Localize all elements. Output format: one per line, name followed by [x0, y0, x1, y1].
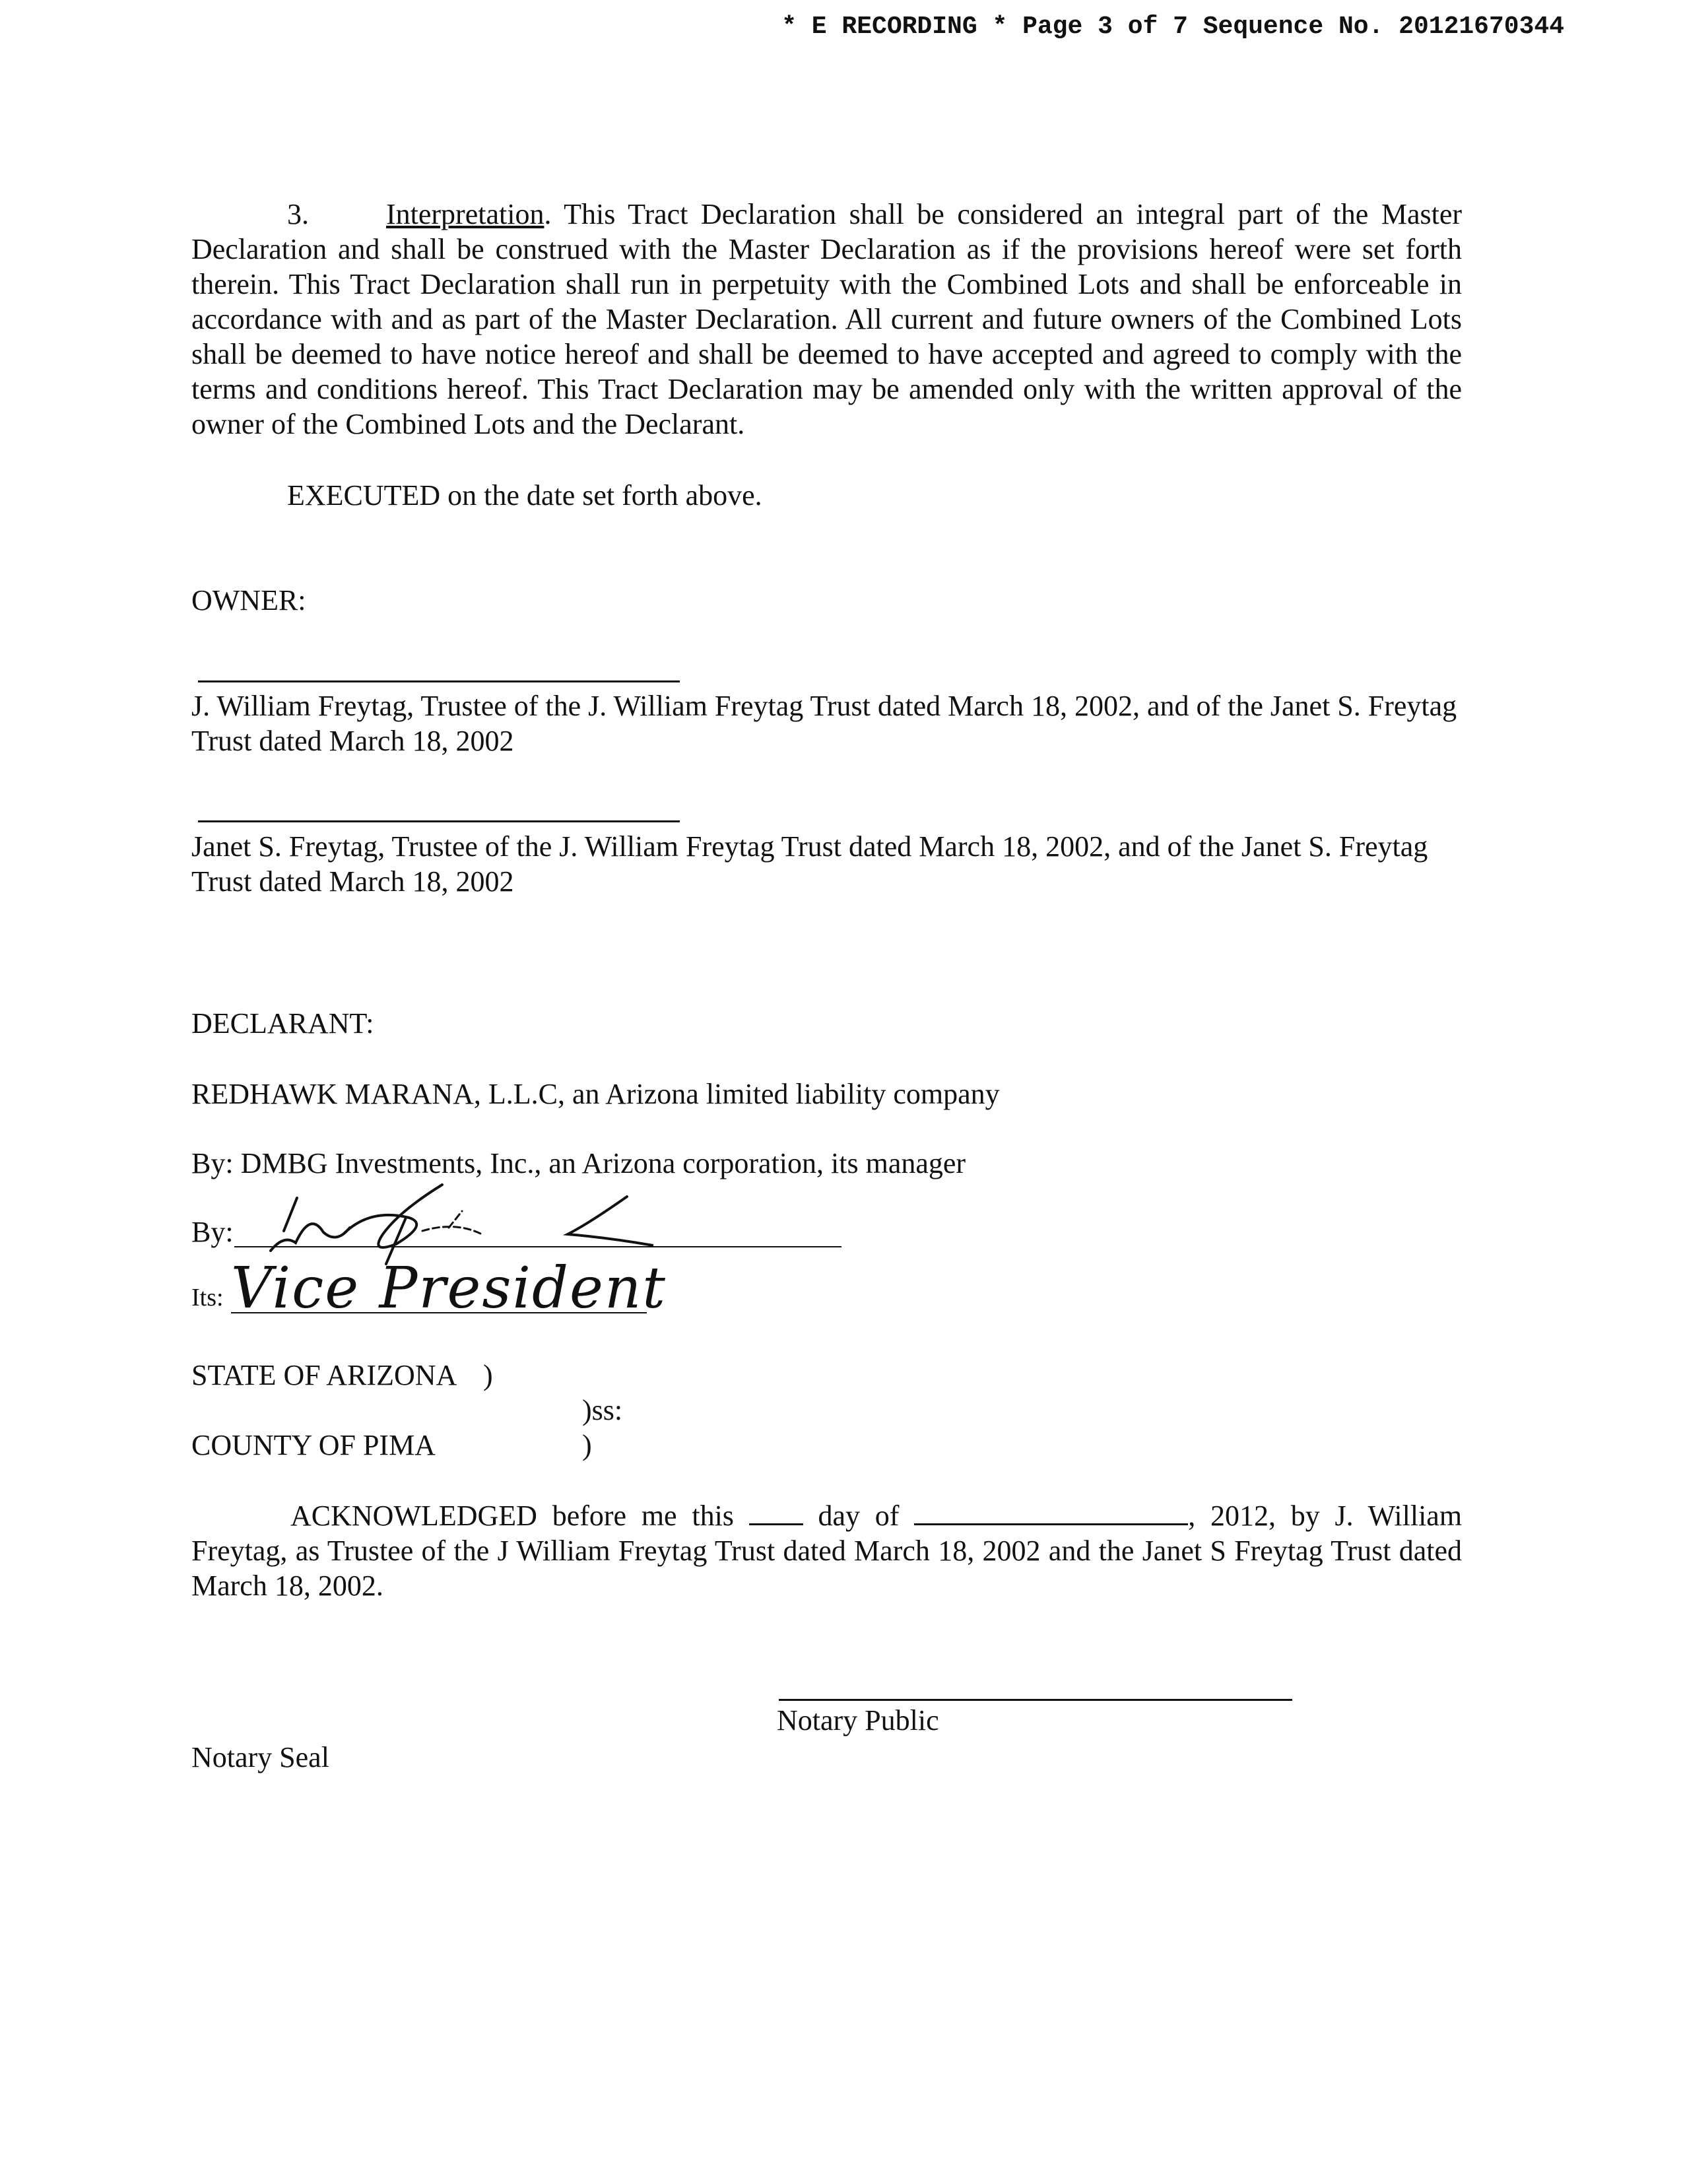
venue-ss: )ss: — [582, 1394, 623, 1426]
venue-county-paren: ) — [582, 1429, 592, 1461]
interpretation-paragraph — [191, 197, 1462, 442]
owner-signer-1: J. William Freytag, Trustee of the J. William Freytag Trust dated March 18, 2002, and of the Janet S. Freytag Trust dated March 18, 2002 — [191, 690, 1457, 757]
venue-state: STATE OF ARIZONA — [191, 1359, 457, 1391]
owner-signer-2: Janet S. Freytag, Trustee of the J. William Freytag Trust dated March 18, 2002, and of the Janet S. Freytag Trust dated March 18, 2002 — [191, 830, 1428, 898]
owner-signature-line-1 — [198, 680, 680, 682]
venue-state-paren: ) — [483, 1359, 493, 1391]
declarant-label: DECLARANT: — [191, 1007, 374, 1040]
executed-line: EXECUTED on the date set forth above. — [287, 479, 762, 512]
declarant-company: REDHAWK MARANA, L.L.C, an Arizona limited liability company — [191, 1078, 1000, 1110]
section-number: 3. — [287, 198, 309, 230]
recording-header: * E RECORDING * Page 3 of 7 Sequence No. 20121670344 — [781, 13, 1564, 41]
ack-part-1: ACKNOWLEDGED before me this — [290, 1500, 734, 1532]
section-heading: Interpretation — [386, 198, 544, 230]
its-label: Its: — [191, 1284, 224, 1311]
notary-signature-line — [779, 1699, 1292, 1701]
section-body: . This Tract Declaration shall be considered an integral part of the Master Declaration and shall be construed with the Master Declaration as if the provisions hereof were set forth therein. This Tract Declaration shall run in perpetuity with the Combined Lots and shall be enforceable in accordance with and as part of the Master Declaration. All current and future owners of the Combined Lots shall be deemed to have notice hereof and shall be deemed to have accepted and agreed to comply with the terms and conditions hereof. This Tract Declaration may be amended only with the written approval of the owner of the Combined Lots and the Declarant. — [191, 198, 1462, 440]
owner-signature-line-2 — [198, 820, 680, 822]
its-handwritten-title: Vice President — [231, 1255, 667, 1321]
by-label: By: — [191, 1216, 234, 1248]
declarant-manager: By: DMBG Investments, Inc., an Arizona corporation, its manager — [191, 1147, 966, 1179]
notary-seal-label: Notary Seal — [191, 1741, 329, 1773]
owner-label: OWNER: — [191, 584, 306, 616]
notary-public-label: Notary Public — [777, 1704, 939, 1737]
ack-month-blank[interactable] — [914, 1498, 1188, 1525]
ack-day-blank[interactable] — [749, 1498, 803, 1525]
ack-part-3: , 2012, by J. William Freytag, as Trustee of the J William Freytag Trust dated March 18, 2002 and the Janet S Freytag Trust dated March 18, 2002. — [191, 1500, 1463, 1602]
ack-part-2: day of — [818, 1500, 900, 1532]
acknowledgment-paragraph — [191, 1498, 1462, 1603]
venue-county: COUNTY OF PIMA — [191, 1429, 436, 1461]
